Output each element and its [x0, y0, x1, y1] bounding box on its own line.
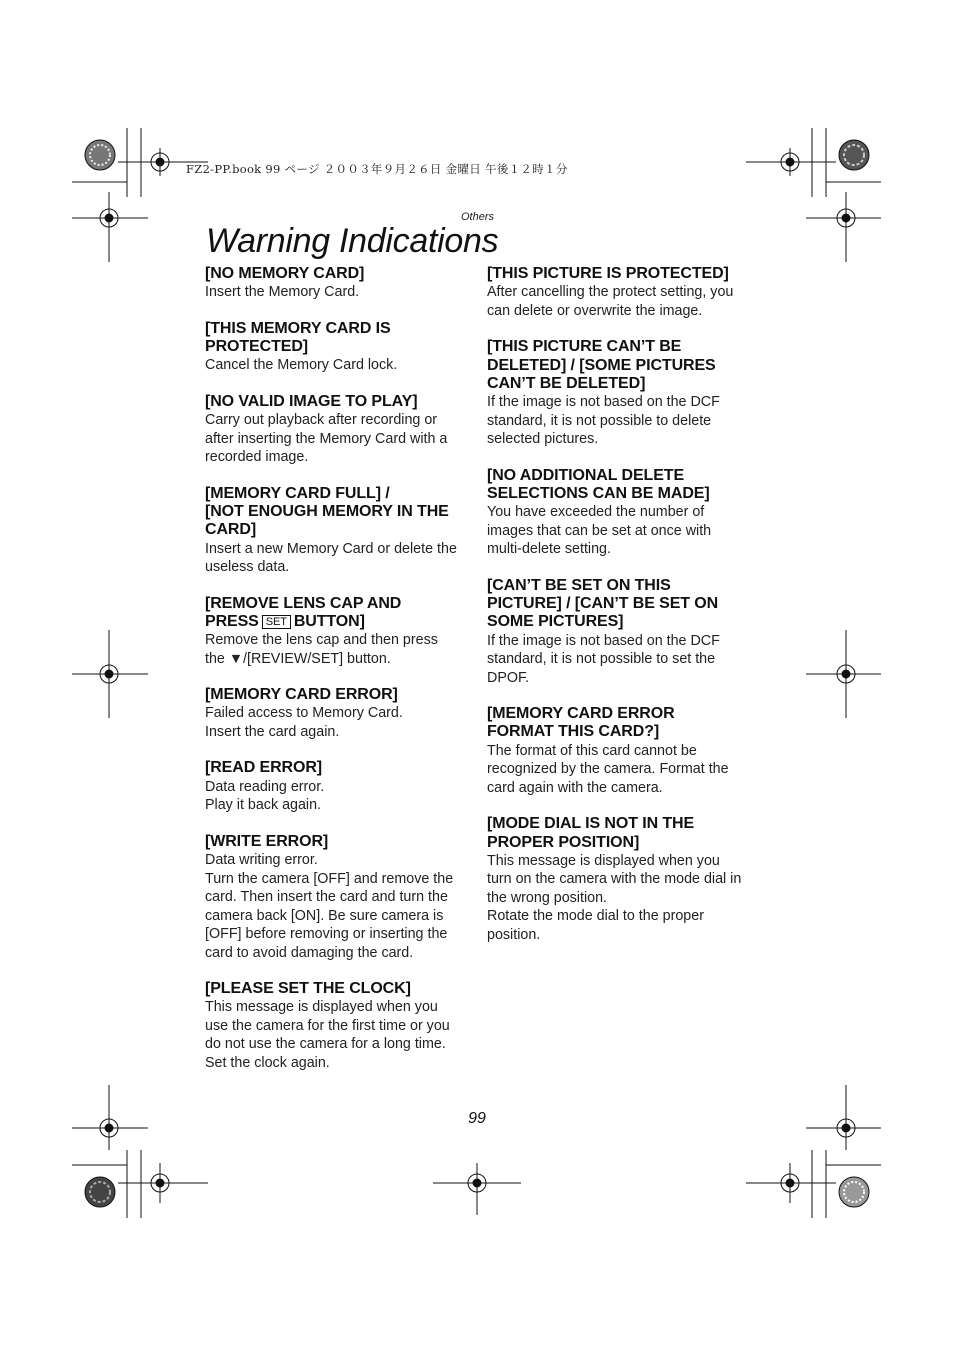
warning-title-suffix: BUTTON] — [293, 612, 365, 630]
warning-title: [CAN’T BE SET ON THIS PICTURE] / [CAN’T BE SET ON SOME PICTURES] — [487, 576, 719, 631]
warning-description: This message is displayed when you turn on the camera with the mode dial in the wrong position. Rotate the mode dial to the proper position. — [487, 852, 742, 943]
warning-entry — [487, 815, 752, 944]
warning-entry — [205, 833, 473, 962]
warning-title: [MEMORY CARD ERROR] — [205, 686, 398, 704]
warning-title: [NO MEMORY CARD] — [205, 265, 365, 282]
warning-entry — [205, 393, 473, 467]
section-label: Others — [460, 211, 494, 223]
warning-description: Remove the lens cap and then press the ▼/[REVIEW/SET] button. — [205, 632, 438, 667]
warning-description: The format of this card cannot be recognized by the camera. Format the card again with the camera. — [487, 742, 729, 796]
warning-description: Insert a new Memory Card or delete the useless data. — [205, 540, 457, 576]
warning-entry — [487, 577, 752, 687]
warning-title: [THIS MEMORY CARD IS PROTECTED] — [205, 319, 391, 356]
warning-title: [READ ERROR] — [205, 759, 323, 777]
warning-description: If the image is not based on the DCF standard, it is not possible to set the DPOF. — [487, 632, 720, 686]
registration-target-icon — [118, 1163, 208, 1203]
registration-target-icon — [433, 1163, 521, 1215]
warning-description: Data writing error. Turn the camera [OFF] and remove the card. Then insert the card and turn the camera back [ON]. Be sure camera is [OFF] before removing or inserting the card to avoid damaging the card. — [205, 852, 454, 961]
warning-description: This message is displayed when you use the camera for the first time or you do not use the camera for a long time. Set the clock again. — [205, 999, 450, 1071]
warning-title: [NO ADDITIONAL DELETE SELECTIONS CAN BE MADE] — [487, 466, 710, 502]
set-button-icon: SET — [262, 615, 291, 629]
starburst-registration-icon — [839, 1177, 869, 1207]
registration-target-icon — [746, 148, 836, 176]
warning-description: After cancelling the protect setting, you can delete or overwrite the image. — [487, 284, 734, 319]
left-column — [205, 265, 473, 1090]
warning-entry — [205, 595, 473, 669]
warning-description: Carry out playback after recording or after inserting the Memory Card with a recorded image. — [205, 412, 448, 466]
registration-target-icon — [72, 192, 148, 262]
starburst-registration-icon — [85, 140, 115, 170]
warning-title: [NO VALID IMAGE TO PLAY] — [205, 392, 418, 410]
registration-target-icon — [72, 630, 148, 718]
warning-description: Data reading error. Play it back again. — [205, 778, 325, 814]
warning-entry — [487, 467, 752, 559]
warning-title: [THIS PICTURE IS PROTECTED] — [487, 265, 729, 282]
warning-title — [205, 595, 473, 632]
warning-title: [THIS PICTURE CAN’T BE DELETED] / [SOME PICTURES CAN’T BE DELETED] — [487, 338, 716, 392]
print-header: FZ2-PP.book 99 ページ ２００３年９月２６日 金曜日 午後１２時１分 — [186, 162, 568, 176]
warning-title: [WRITE ERROR] — [205, 832, 329, 850]
warning-title: [PLEASE SET THE CLOCK] — [205, 980, 411, 998]
registration-target-icon — [806, 192, 881, 262]
warning-description: You have exceeded the number of images that can be set at once with multi-delete setting. — [487, 504, 712, 558]
registration-target-icon — [806, 630, 881, 718]
warning-entry — [205, 320, 473, 375]
starburst-registration-icon — [839, 140, 869, 170]
warning-entry — [205, 759, 473, 814]
warning-entry — [487, 705, 752, 797]
starburst-registration-icon — [85, 1177, 115, 1207]
right-column — [487, 265, 752, 962]
warning-entry — [205, 265, 473, 302]
warning-description: Insert the Memory Card. — [205, 284, 360, 301]
page-number: 99 — [468, 1110, 486, 1127]
warning-description: Failed access to Memory Card. Insert the card again. — [205, 705, 403, 740]
page-title: Warning Indications — [206, 222, 499, 260]
warning-entry — [205, 686, 473, 741]
warning-title: [MODE DIAL IS NOT IN THE PROPER POSITION] — [487, 815, 695, 851]
warning-title: [MEMORY CARD ERROR FORMAT THIS CARD?] — [487, 705, 675, 741]
warning-title: [MEMORY CARD FULL] / [NOT ENOUGH MEMORY IN THE CARD] — [205, 484, 449, 539]
warning-title-prefix: [REMOVE LENS CAP AND PRESS — [205, 594, 402, 630]
warning-entry — [487, 265, 752, 320]
registration-target-icon — [746, 1163, 836, 1203]
warning-description: If the image is not based on the DCF standard, it is not possible to delete selected pictures. — [487, 394, 720, 448]
warning-entry — [205, 485, 473, 577]
warning-entry — [205, 980, 473, 1072]
warning-description: Cancel the Memory Card lock. — [205, 357, 398, 374]
warning-entry — [487, 338, 752, 448]
